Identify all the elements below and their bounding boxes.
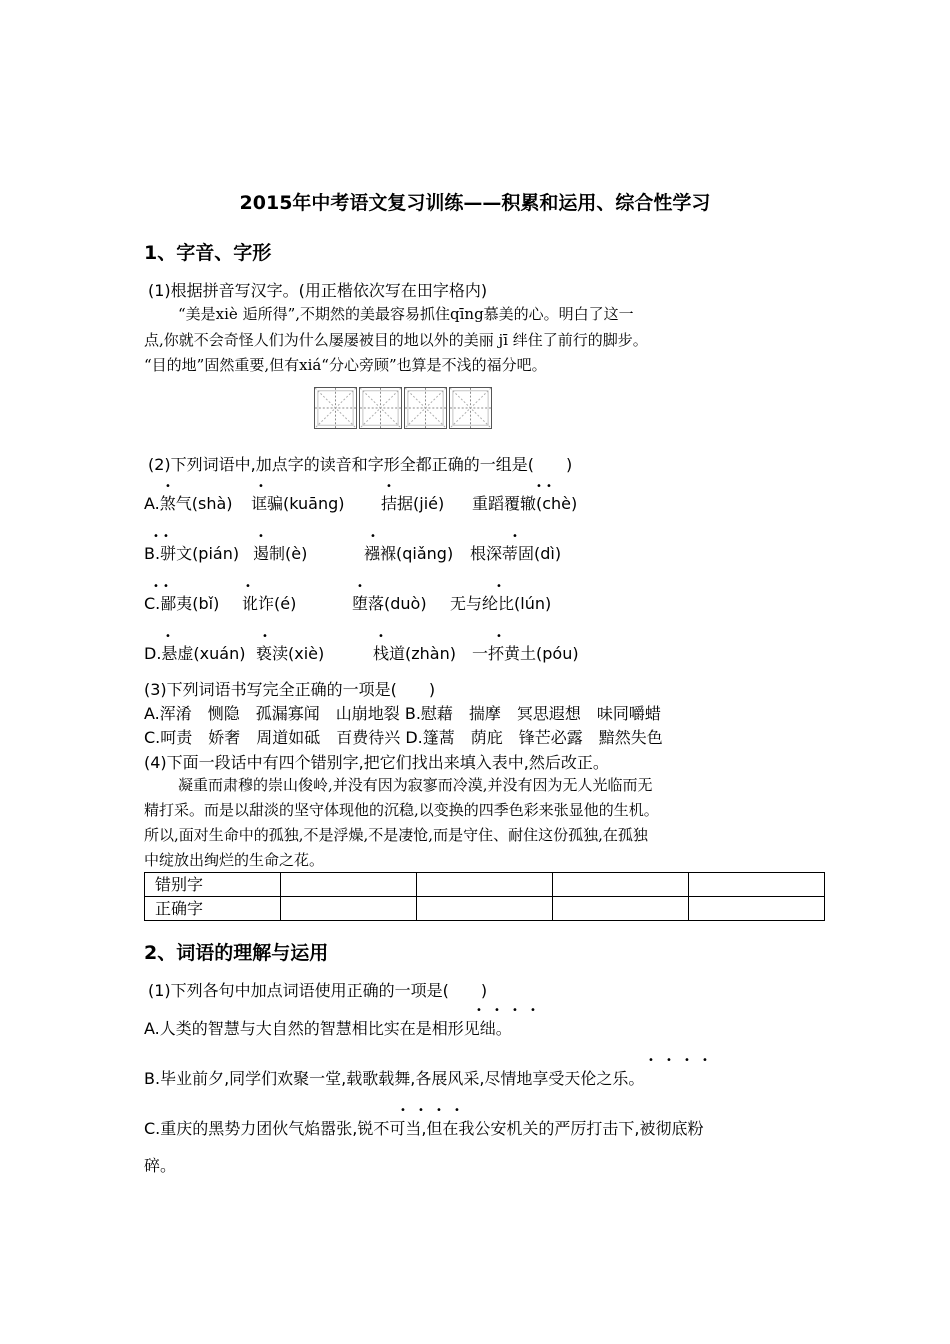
emphasis-dot: • xyxy=(165,631,171,642)
section-2-heading: 2、词语的理解与运用 xyxy=(144,942,329,964)
q2-option-d-3: 栈道(zhàn) xyxy=(373,644,456,663)
table-row xyxy=(145,873,825,897)
emphasis-dot: • xyxy=(536,481,542,492)
emphasis-dot: • xyxy=(530,1005,536,1016)
q1-passage-line-2: 点,你就不会奇怪人们为什么屡屡被目的地以外的美丽 jī 绊住了前行的脚步。 xyxy=(144,331,648,349)
s2-q1-option-c-line-2: 碎。 xyxy=(144,1156,177,1175)
q2-option-b-2: 遏制(è) xyxy=(253,544,308,563)
emphasis-dot: • xyxy=(163,531,169,542)
q1-passage-line-3: “目的地”固然重要,但有xiá“分心旁顾”也算是不浅的福分吧。 xyxy=(144,356,547,374)
q1-prompt: (1)根据拼音写汉字。(用正楷依次写在田字格内) xyxy=(148,281,488,300)
emphasis-dot: • xyxy=(684,1055,690,1066)
q2-option-a-1: A.煞气(shà) xyxy=(144,494,233,513)
answer-cell[interactable] xyxy=(417,897,553,921)
emphasis-dot: • xyxy=(418,1105,424,1116)
emphasis-dot: • xyxy=(357,581,363,592)
emphasis-dot: • xyxy=(512,1005,518,1016)
section-1-heading: 1、字音、字形 xyxy=(144,242,272,264)
q4-passage-line-2: 精打采。而是以甜淡的坚守体现他的沉稳,以变换的四季色彩来张显他的生机。 xyxy=(144,801,659,819)
q2-option-d-4: 一抔黄土(póu) xyxy=(472,644,579,663)
emphasis-dot: • xyxy=(494,1005,500,1016)
tianzige-cell[interactable] xyxy=(404,387,447,429)
answer-cell[interactable] xyxy=(281,873,417,897)
q2-option-a-4: 重蹈覆辙(chè) xyxy=(472,494,578,513)
q2-option-a-3: 拮据(jié) xyxy=(381,494,445,513)
q4-passage-line-1: 凝重而肃穆的崇山俊岭,并没有因为寂寥而冷漠,并没有因为无人光临而无 xyxy=(178,776,653,794)
q3-options-line-1: A.浑淆 恻隐 孤漏寡闻 山崩地裂 B.慰藉 揣摩 冥思遐想 味同嚼蜡 xyxy=(144,704,661,723)
q2-prompt: (2)下列词语中,加点字的读音和字形全都正确的一组是( ) xyxy=(148,455,573,474)
emphasis-dot: • xyxy=(436,1105,442,1116)
table-row-label-wrong: 错别字 xyxy=(145,873,281,897)
s2-q1-option-b: B.毕业前夕,同学们欢聚一堂,载歌载舞,各展风采,尽情地享受天伦之乐。 xyxy=(144,1069,645,1088)
emphasis-dot: • xyxy=(648,1055,654,1066)
q2-option-a-2: 诓骗(kuāng) xyxy=(251,494,345,513)
emphasis-dot: • xyxy=(258,481,264,492)
emphasis-dot: • xyxy=(165,481,171,492)
emphasis-dot: • xyxy=(245,581,251,592)
emphasis-dot: • xyxy=(153,531,159,542)
answer-cell[interactable] xyxy=(553,873,689,897)
tianzige-cell[interactable] xyxy=(314,387,357,429)
emphasis-dot: • xyxy=(546,481,552,492)
q2-option-d-2: 亵渎(xiè) xyxy=(256,644,325,663)
emphasis-dot: • xyxy=(370,531,376,542)
answer-cell[interactable] xyxy=(689,873,825,897)
tianzige-cell[interactable] xyxy=(449,387,492,429)
tianzige-cell[interactable] xyxy=(359,387,402,429)
table-row xyxy=(145,897,825,921)
q2-option-d-1: D.悬虚(xuán) xyxy=(144,644,246,663)
emphasis-dot: • xyxy=(153,581,159,592)
answer-cell[interactable] xyxy=(417,873,553,897)
q2-option-c-3: 堕落(duò) xyxy=(352,594,427,613)
emphasis-dot: • xyxy=(666,1055,672,1066)
answer-cell[interactable] xyxy=(281,897,417,921)
q3-options-line-2: C.呵责 娇奢 周道如砥 百费待兴 D.篷蒿 荫庇 锋芒必露 黯然失色 xyxy=(144,728,663,747)
emphasis-dot: • xyxy=(454,1105,460,1116)
emphasis-dot: • xyxy=(378,631,384,642)
table-row-label-correct: 正确字 xyxy=(145,897,281,921)
tianzige-grid xyxy=(314,387,496,431)
s2-q1-option-a: A.人类的智慧与大自然的智慧相比实在是相形见绌。 xyxy=(144,1019,512,1038)
emphasis-dot: • xyxy=(512,531,518,542)
emphasis-dot: • xyxy=(496,631,502,642)
emphasis-dot: • xyxy=(386,481,392,492)
emphasis-dot: • xyxy=(496,581,502,592)
emphasis-dot: • xyxy=(702,1055,708,1066)
q4-passage-line-4: 中绽放出绚烂的生命之花。 xyxy=(144,851,325,869)
q1-passage-line-1: “美是xiè 逅所得”,不期然的美最容易抓住qīng慕美的心。明白了这一 xyxy=(178,305,634,323)
emphasis-dot: • xyxy=(262,631,268,642)
q3-prompt: (3)下列词语书写完全正确的一项是( ) xyxy=(144,680,436,699)
q2-option-c-1: C.鄙夷(bǐ) xyxy=(144,594,220,613)
q2-option-b-1: B.骈文(pián) xyxy=(144,544,240,563)
s2-q1-option-c-line-1: C.重庆的黑势力团伙气焰嚣张,锐不可当,但在我公安机关的严厉打击下,被彻底粉 xyxy=(144,1119,704,1138)
emphasis-dot: • xyxy=(163,581,169,592)
q2-option-c-4: 无与纶比(lún) xyxy=(450,594,552,613)
q4-prompt: (4)下面一段话中有四个错别字,把它们找出来填入表中,然后改正。 xyxy=(144,753,609,772)
q4-passage-line-3: 所以,面对生命中的孤独,不是浮燥,不是凄怆,而是守住、耐住这份孤独,在孤独 xyxy=(144,826,648,844)
emphasis-dot: • xyxy=(258,531,264,542)
answer-cell[interactable] xyxy=(553,897,689,921)
document-title: 2015年中考语文复习训练——积累和运用、综合性学习 xyxy=(239,192,711,214)
emphasis-dot: • xyxy=(476,1005,482,1016)
emphasis-dot: • xyxy=(400,1105,406,1116)
q2-option-b-4: 根深蒂固(dì) xyxy=(470,544,562,563)
answer-cell[interactable] xyxy=(689,897,825,921)
s2-q1-prompt: (1)下列各句中加点词语使用正确的一项是( ) xyxy=(148,981,488,1000)
q2-option-c-2: 讹诈(é) xyxy=(242,594,297,613)
q2-option-b-3: 襁褓(qiǎng) xyxy=(364,544,454,563)
correction-table xyxy=(144,872,825,921)
